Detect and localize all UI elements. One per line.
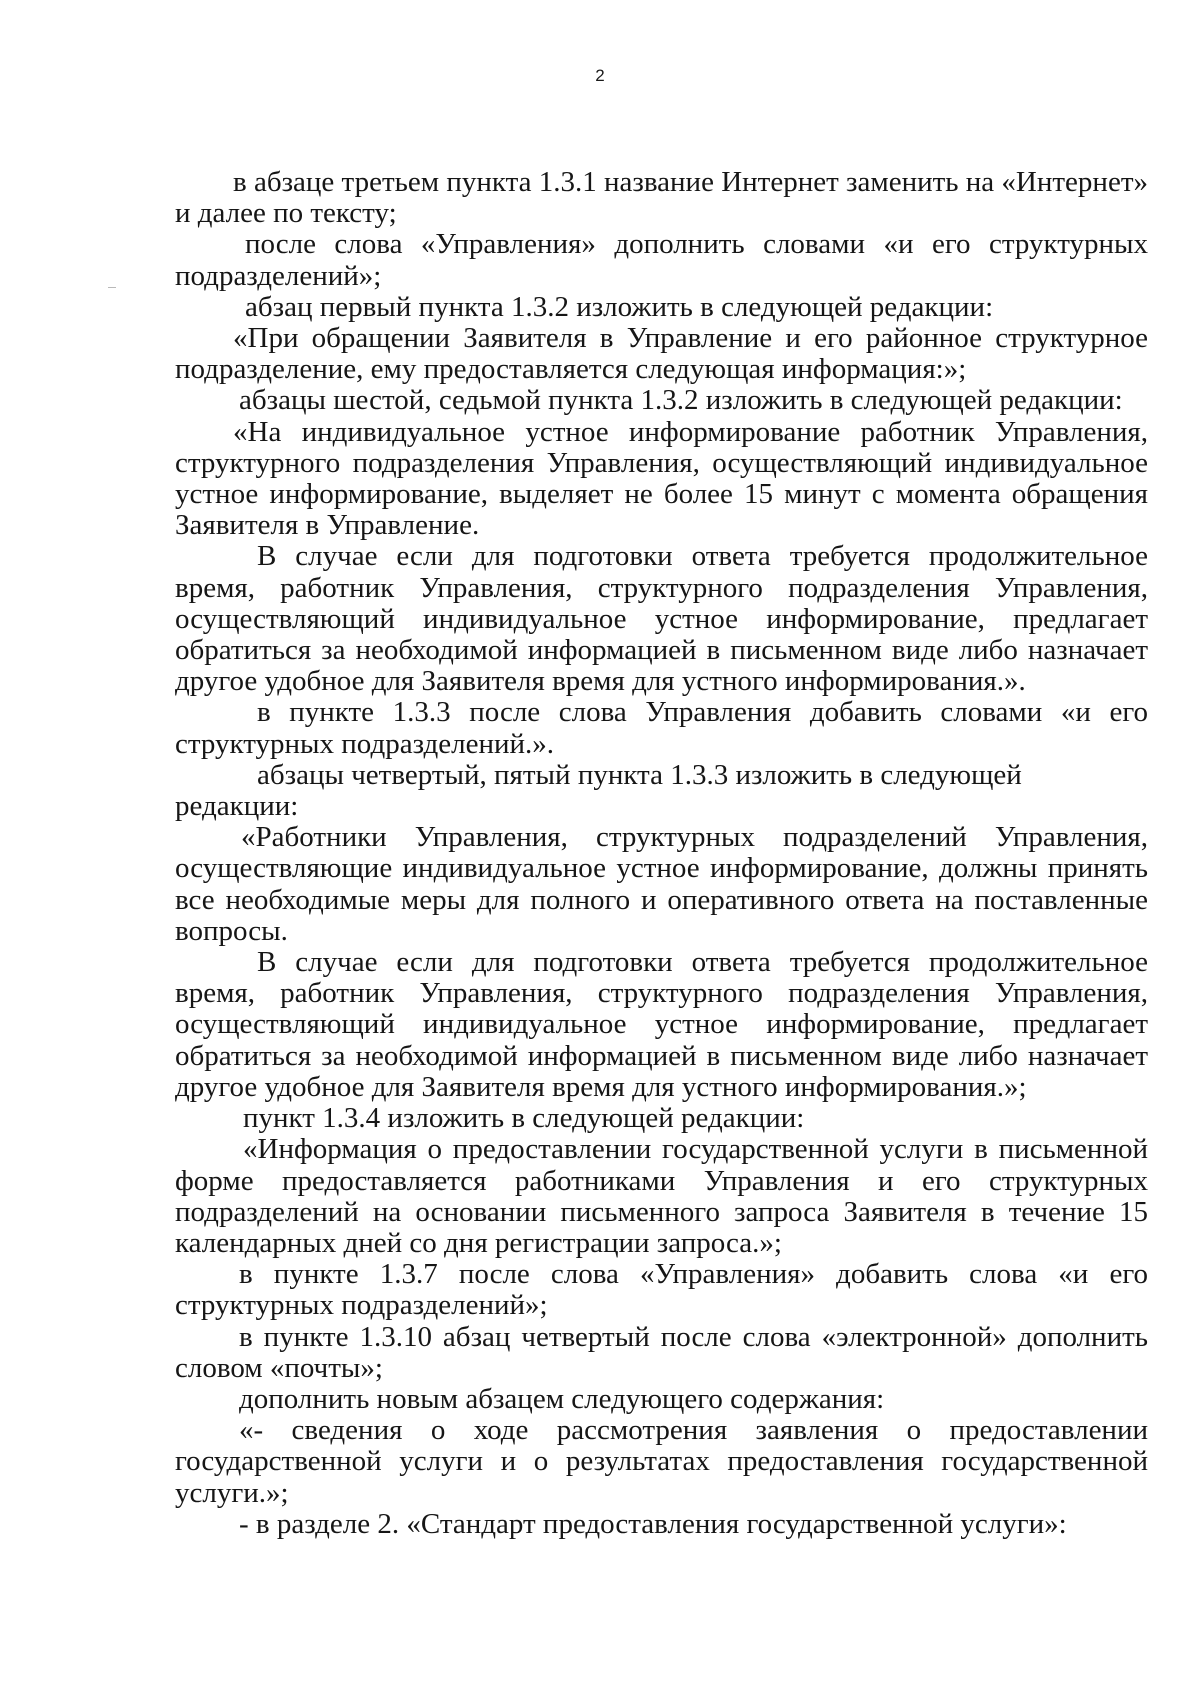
paragraph: «Информация о предоставлении государственной услуги в письменной форме предоставляется работниками Управления и его структурных подразделений на основании письменного запроса Заявителя в течение 15 календарных дней со дня регистрации запроса.»; [175, 1133, 1148, 1259]
paragraph: В случае если для подготовки ответа требуется продолжительное время, работник Управления, структурного подразделения Управления, осуществляющий индивидуальное устное информирование, предлагает обратиться за необходимой информацией в письменном виде либо назначает другое удобное для Заявителя время для устного информирования.»; [175, 946, 1148, 1103]
paragraph: абзацы шестой, седьмой пункта 1.3.2 изложить в следующей редакции: [239, 384, 1123, 417]
paragraph: В случае если для подготовки ответа требуется продолжительное время, работник Управления, структурного подразделения Управления, осуществляющий индивидуальное устное информирование, предлагает обратиться за необходимой информацией в письменном виде либо назначает другое удобное для Заявителя время для устного информирования.». [175, 540, 1148, 698]
paragraph: в пункте 1.3.7 после слова «Управления» добавить слова «и его структурных подразделений»; [175, 1258, 1148, 1322]
paragraph: «- сведения о ходе рассмотрения заявления о предоставлении государственной услуги и о результатах предоставления государственной услуги.»; [175, 1414, 1148, 1509]
paragraph: «Работники Управления, структурных подразделений Управления, осуществляющие индивидуальное устное информирование, должны принять все необходимые меры для полного и оперативного ответа на поставленные вопросы. [175, 821, 1148, 947]
paragraph: после слова «Управления» дополнить словами «и его структурных подразделений»; [175, 228, 1148, 292]
paragraph: в пункте 1.3.3 после слова Управления добавить словами «и его структурных подразделений.». [175, 696, 1148, 760]
document-body [175, 167, 1148, 1540]
paragraph: абзац первый пункта 1.3.2 изложить в следующей редакции: [245, 290, 994, 323]
paragraph: пункт 1.3.4 изложить в следующей редакции: [243, 1102, 805, 1135]
paragraph: дополнить новым абзацем следующего содержания: [239, 1382, 885, 1415]
paragraph: в пункте 1.3.10 абзац четвертый после слова «электронной» дополнить словом «почты»; [175, 1320, 1148, 1384]
paragraph: абзацы четвертый, пятый пункта 1.3.3 изложить в следующей редакции: [175, 758, 1022, 823]
paragraph: «При обращении Заявителя в Управление и его районное структурное подразделение, ему предоставляется следующая информация:»; [175, 322, 1148, 386]
paragraph: - в разделе 2. «Стандарт предоставления государственной услуги»: [239, 1507, 1067, 1540]
paragraph: в абзаце третьем пункта 1.3.1 название Интернет заменить на «Интернет» и далее по тексту; [175, 166, 1148, 230]
page-number: 2 [595, 66, 605, 85]
paragraph: «На индивидуальное устное информирование работник Управления, структурного подразделения Управления, осуществляющий индивидуальное устное информирование, выделяет не более 15 минут с момента обращения Заявителя в Управление. [175, 415, 1148, 542]
scan-artifact [108, 287, 116, 288]
